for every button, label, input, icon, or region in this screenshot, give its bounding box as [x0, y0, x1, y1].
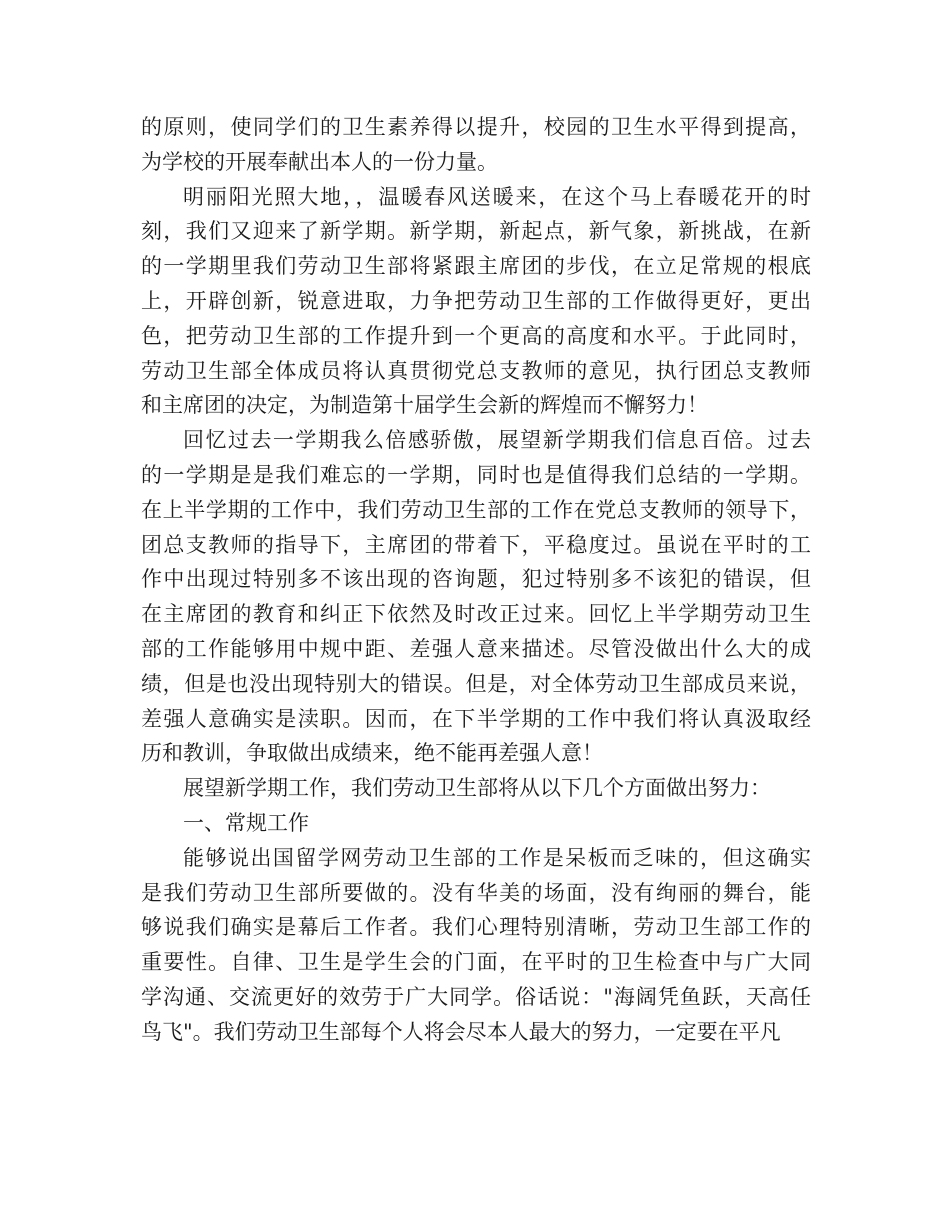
text-line: 和主席团的决定，为制造第十届学生会新的辉煌而不懈努力！: [141, 393, 708, 418]
text-line: 的一学期里我们劳动卫生部将紧跟主席团的步伐，在立足常规的根底: [141, 254, 811, 279]
text-line: 作中出现过特别多不该出现的咨询题，犯过特别多不该犯的错误，但: [141, 567, 811, 592]
text-line: 够说我们确实是幕后工作者。我们心理特别清晰，劳动卫生部工作的: [141, 915, 811, 940]
paragraph-routine-work: [141, 841, 811, 1050]
text-line: 在主席团的教育和纠正下依然及时改正过来。回忆上半学期劳动卫生: [141, 602, 811, 627]
text-line: 的一学期是是我们难忘的一学期，同时也是值得我们总结的一学期。: [141, 462, 811, 487]
text-line: 回忆过去一学期我么倍感骄傲，展望新学期我们信息百倍。过去: [183, 428, 811, 453]
text-line: 劳动卫生部全体成员将认真贯彻党总支教师的意见，执行团总支教师: [141, 358, 811, 383]
text-line: 色，把劳动卫生部的工作提升到一个更高的高度和水平。于此同时，: [141, 323, 811, 348]
text-line: 刻，我们又迎来了新学期。新学期，新起点，新气象，新挑战，在新: [141, 219, 811, 244]
text-line: 差强人意确实是渎职。因而，在下半学期的工作中我们将认真汲取经: [141, 706, 811, 731]
text-line: 上，开辟创新，锐意进取，力争把劳动卫生部的工作做得更好，更出: [141, 288, 811, 313]
text-line: 重要性。自律、卫生是学生会的门面，在平时的卫生检查中与广大同: [141, 950, 811, 975]
text-line: 是我们劳动卫生部所要做的。没有华美的场面，没有绚丽的舞台，能: [141, 880, 811, 905]
paragraph-continuation: [141, 110, 811, 180]
document-body: [141, 110, 811, 1050]
paragraph-review: [141, 423, 811, 771]
text-line: 绩，但是也没出现特别大的错误。但是，对全体劳动卫生部成员来说，: [141, 671, 811, 696]
paragraph-new-semester: [141, 180, 811, 424]
section-heading-routine-work: [141, 806, 811, 841]
text-line: 能够说出国留学网劳动卫生部的工作是呆板而乏味的，但这确实: [183, 845, 811, 870]
text-line: 的原则，使同学们的卫生素养得以提升，校园的卫生水平得到提高，: [141, 115, 811, 139]
text-line: 部的工作能够用中规中距、差强人意来描述。尽管没做出什么大的成: [141, 636, 811, 661]
text-line: 历和教训，争取做出成绩来，绝不能再差强人意！: [141, 741, 603, 766]
text-line: 展望新学期工作，我们劳动卫生部将从以下几个方面做出努力：: [183, 776, 771, 801]
paragraph-outlook: [141, 771, 811, 806]
text-line: 一、常规工作: [183, 810, 309, 835]
text-line: 在上半学期的工作中，我们劳动卫生部的工作在党总支教师的领导下，: [141, 497, 811, 522]
text-line: 为学校的开展奉献出本人的一份力量。: [141, 149, 498, 174]
text-line: 鸟飞"。我们劳动卫生部每个人将会尽本人最大的努力，一定要在平凡: [141, 1019, 781, 1044]
text-line: 学沟通、交流更好的效劳于广大同学。俗话说："海阔凭鱼跃，天高任: [141, 984, 811, 1009]
text-line: 明丽阳光照大地，，温暖春风送暖来，在这个马上春暖花开的时: [183, 184, 811, 209]
text-line: 团总支教师的指导下，主席团的带着下，平稳度过。虽说在平时的工: [141, 532, 811, 557]
